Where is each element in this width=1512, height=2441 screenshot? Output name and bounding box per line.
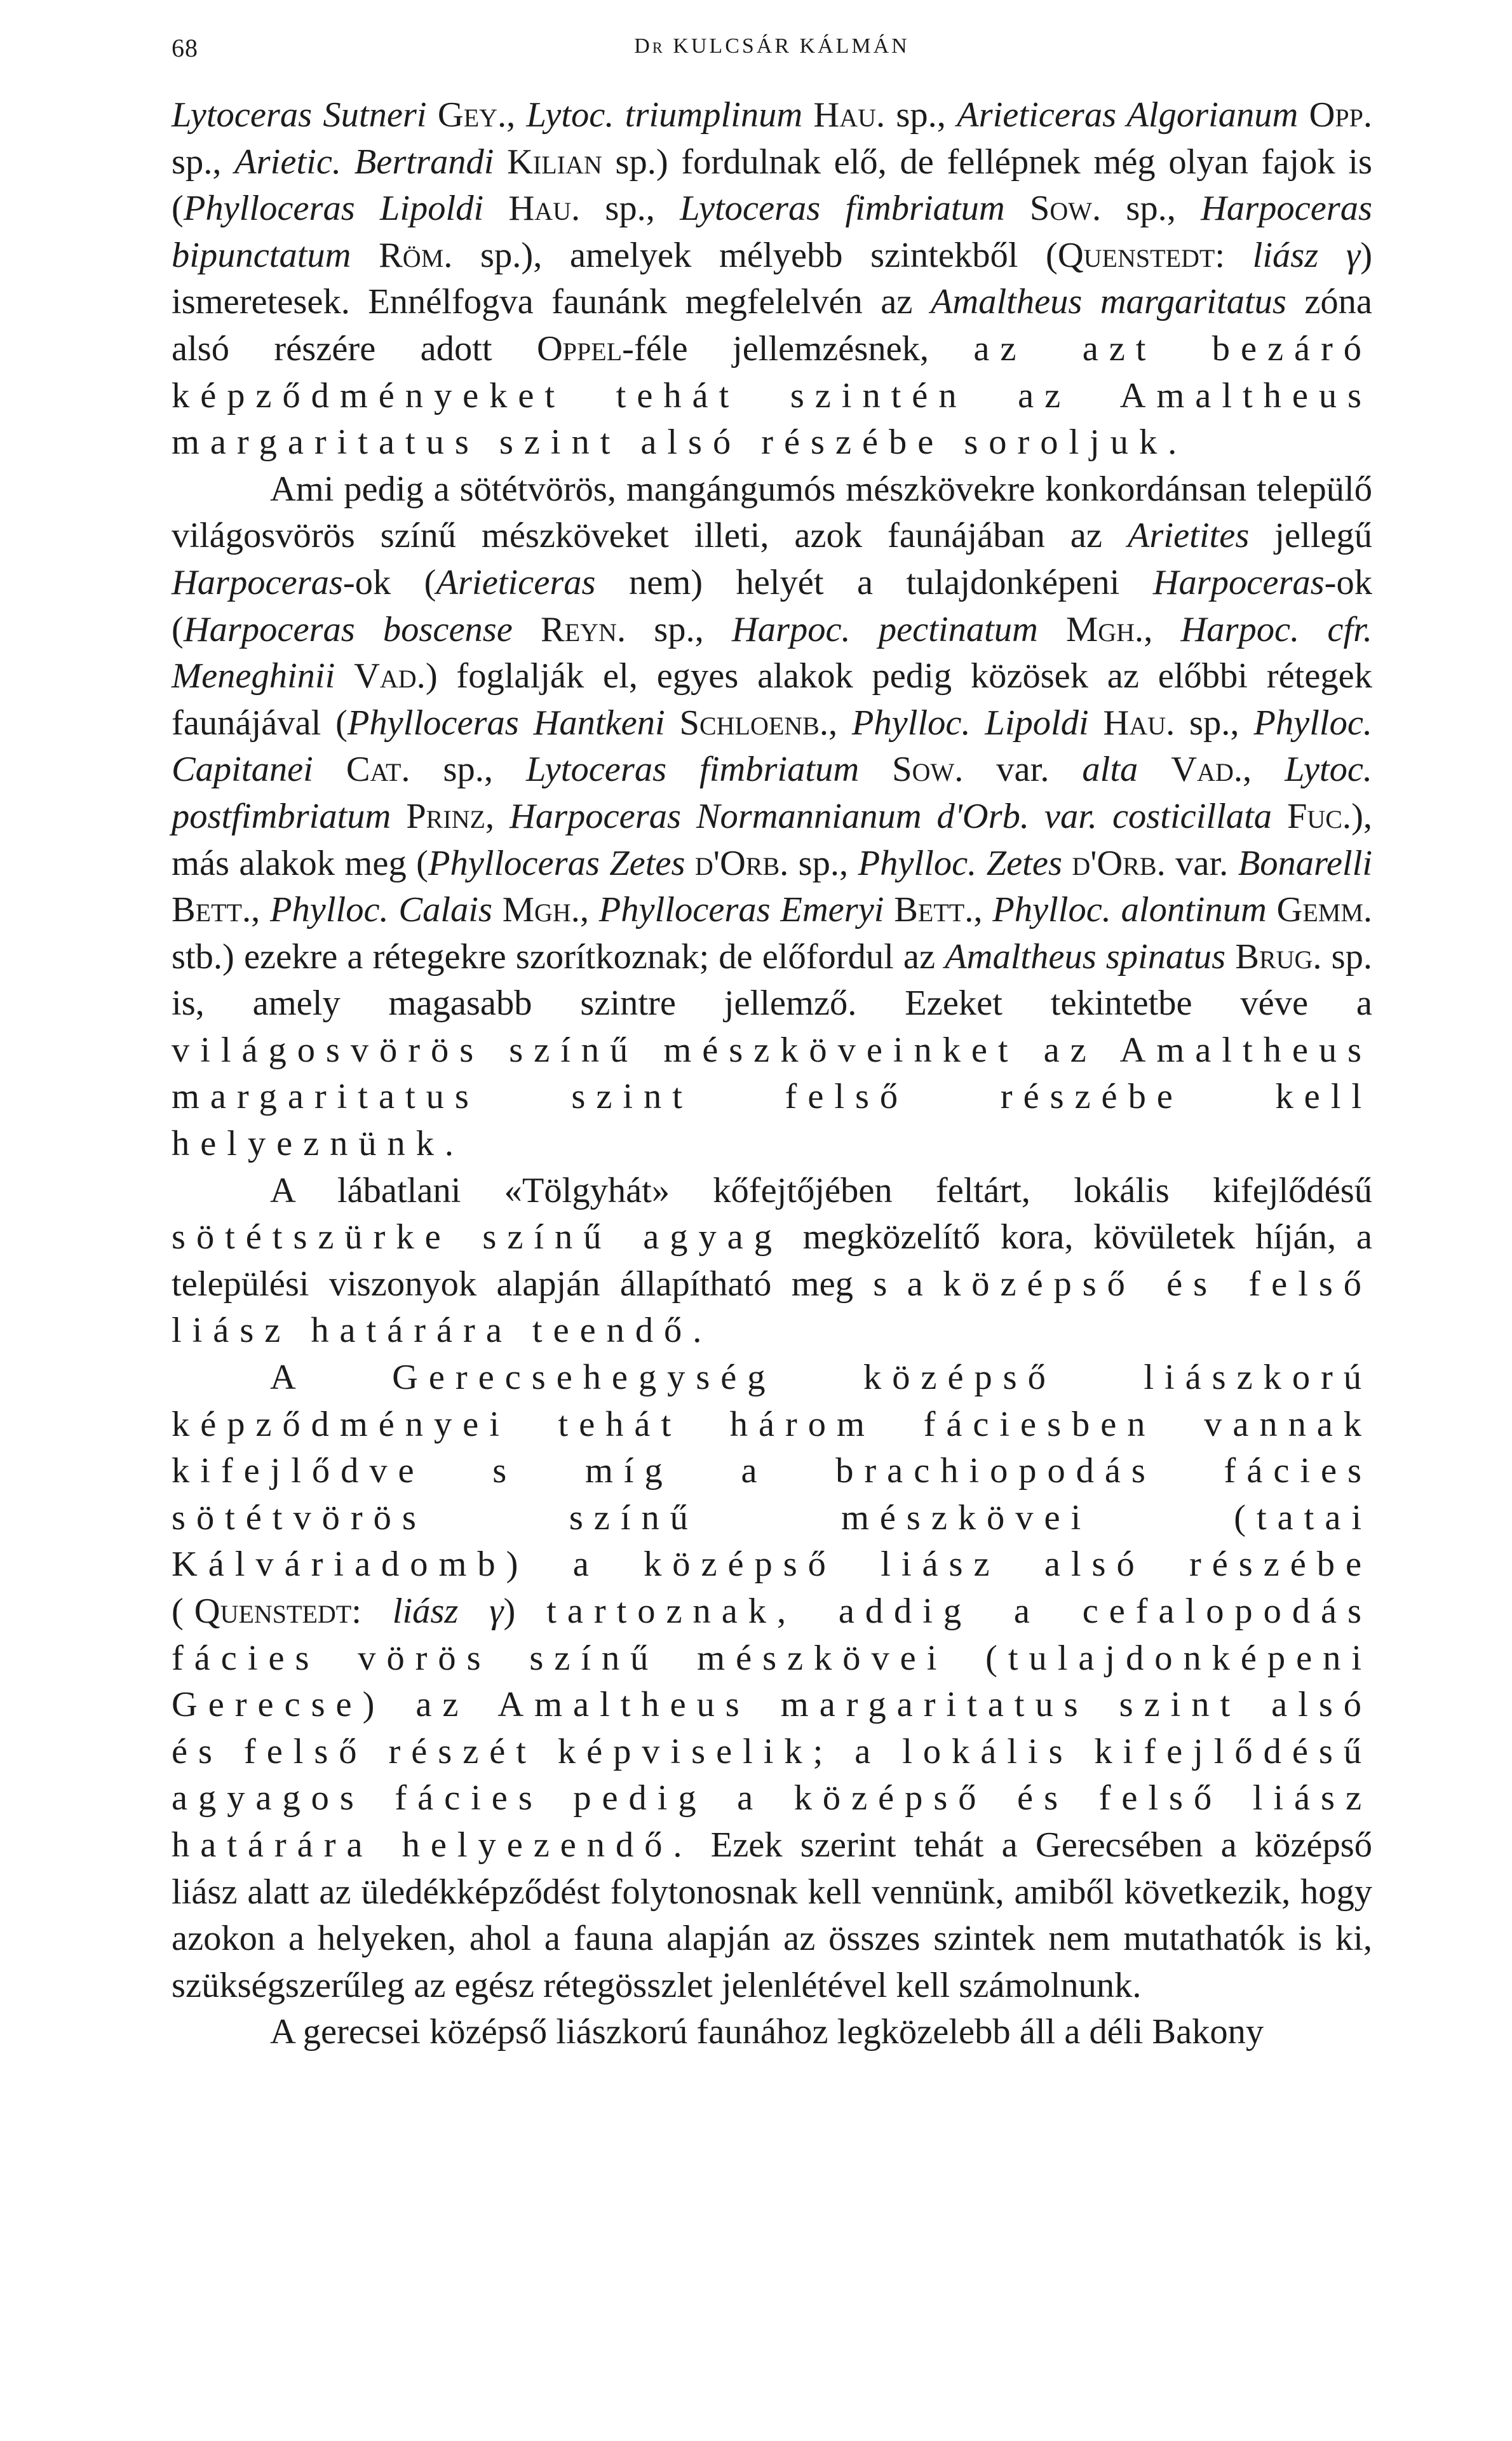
italic-text: Harpoceras Normannianum d'Orb. var. costicillata bbox=[510, 796, 1272, 836]
small-caps-text: Mgh. bbox=[1066, 609, 1144, 649]
text-run: Ami pedig a sötétvörös, mangángumós mészkövekre konkordánsan települő világosvörös színű mészköveket illeti, azok faunájában az bbox=[172, 469, 1372, 556]
text-run bbox=[1038, 610, 1066, 649]
small-caps-text: Hau. bbox=[508, 189, 581, 229]
small-caps-text: Reyn. bbox=[541, 609, 626, 649]
italic-text: Phylloc. Calais bbox=[269, 890, 492, 930]
italic-text: Lytoc. triumplinum bbox=[526, 95, 803, 135]
text-run: sp. is, amely magasabb szintre jellemző. Ezeket tekintetbe véve a bbox=[172, 937, 1372, 1024]
small-caps-text: Hau. bbox=[1103, 703, 1175, 743]
spaced-text: világosvörös színű mészköveinket az Amaltheus margaritatus szint felső részébe kell helyeznünk. bbox=[172, 1030, 1372, 1164]
text-run: ) bbox=[503, 1592, 547, 1631]
italic-text: Harpoceras bbox=[172, 562, 343, 602]
text-run: megközelítő kora, kövületek híján, a települési viszonyok alapján állapítható meg s a bbox=[172, 1217, 1373, 1304]
italic-text: Phylloc. Zetes bbox=[858, 843, 1062, 883]
text-run bbox=[492, 890, 503, 930]
text-run bbox=[685, 844, 694, 883]
italic-text: Bonarelli bbox=[1238, 843, 1373, 883]
text-run: sp.) fordulnak elő, de fellépnek még olyan fajok is ( bbox=[172, 142, 1372, 229]
text-run: ) ismeretesek. Ennélfogva faunánk megfelelvén az bbox=[172, 235, 1373, 322]
small-caps-text: Vad. bbox=[1171, 750, 1243, 790]
text-run bbox=[884, 890, 894, 930]
small-caps-text: Gey. bbox=[437, 95, 507, 135]
text-run bbox=[1089, 703, 1104, 743]
text-run: , bbox=[1242, 750, 1285, 790]
spaced-text: tartoznak, addig a cefalopodás fácies vörös színű mészkövei (tulajdonképeni Gerecse) az Amaltheus margaritatus szint alsó és felső részét képviselik; a lokális kifejlődésű agyagos fácies pedig a középső és felső liász határára helyezendő. bbox=[172, 1592, 1372, 1865]
text-run bbox=[351, 236, 379, 275]
small-caps-text: Prinz bbox=[406, 796, 485, 836]
italic-text: Harpoceras bipunctatum bbox=[172, 189, 1372, 275]
text-run: , bbox=[1144, 609, 1181, 649]
text-run: sp.), amelyek mélyebb szintekből ( bbox=[452, 235, 1058, 275]
italic-text: Phylloc. Capitanei bbox=[172, 703, 1373, 790]
text-run: , bbox=[485, 796, 510, 836]
small-caps-text: d'Orb. bbox=[694, 843, 789, 883]
text-run bbox=[427, 95, 438, 135]
text-run bbox=[665, 703, 680, 743]
text-run: var. bbox=[963, 750, 1083, 790]
italic-text: Harpoc. pectinatum bbox=[731, 609, 1038, 649]
text-run bbox=[1225, 937, 1235, 977]
page-number: 68 bbox=[172, 34, 198, 62]
text-run: ) foglalják el, egyes alakok pedig közösek az előbbi rétegek faunájával ( bbox=[172, 656, 1373, 743]
spaced-text: az azt bezáró képződményeket tehát szintén az Amaltheus margaritatus szint alsó részébe soroljuk. bbox=[172, 328, 1373, 463]
small-caps-text: Oppel bbox=[536, 328, 623, 369]
small-caps-text: Quenstedt bbox=[1057, 235, 1215, 275]
italic-text: Phylloc. Lipoldi bbox=[851, 703, 1089, 743]
text-run bbox=[802, 95, 813, 135]
body-text bbox=[172, 92, 1372, 2056]
italic-text: Lytoceras fimbriatum bbox=[525, 750, 860, 790]
italic-text: Harpoceras boscense bbox=[183, 609, 513, 649]
text-run bbox=[1298, 95, 1309, 135]
small-caps-text: Sow. bbox=[1029, 189, 1102, 229]
text-run: sp., bbox=[1175, 703, 1254, 743]
text-run: A lábatlani «Tölgyhát» kőfejtőjében feltárt, lokális kifejlődésű bbox=[270, 1170, 1372, 1210]
italic-text: Lytoceras fimbriatum bbox=[680, 189, 1005, 229]
italic-text: Harpoc. cfr. Meneghinii bbox=[172, 609, 1373, 696]
text-run bbox=[1138, 750, 1171, 789]
page-header bbox=[172, 33, 1372, 71]
italic-text: liász γ bbox=[1252, 235, 1361, 275]
text-run: , bbox=[506, 95, 527, 135]
small-caps-text: Schloenb. bbox=[679, 703, 828, 743]
small-caps-text: Bett. bbox=[894, 890, 974, 930]
small-caps-text: Opp. bbox=[1309, 95, 1373, 135]
text-run: ), más alakok meg ( bbox=[172, 796, 1373, 883]
text-run: nem) helyét a tulajdonképeni bbox=[595, 562, 1153, 602]
text-run: -féle jellemzésnek, bbox=[622, 328, 974, 369]
small-caps-text: Vad. bbox=[354, 656, 426, 696]
text-run: , bbox=[828, 703, 852, 743]
text-run: sp., bbox=[410, 750, 526, 790]
text-run: stb.) ezekre a rétegekre szorítkoznak; de előfordul az bbox=[172, 937, 945, 977]
text-run bbox=[1062, 844, 1072, 883]
paragraph bbox=[172, 92, 1372, 466]
text-run: zóna alsó részére adott bbox=[172, 282, 1373, 369]
text-run bbox=[335, 656, 354, 696]
small-caps-text: Hau. bbox=[813, 95, 886, 135]
text-run: sp., bbox=[788, 843, 858, 883]
text-run bbox=[1005, 189, 1030, 228]
italic-text: Harpoceras bbox=[1152, 562, 1325, 602]
running-head: Dr KULCSÁR KÁLMÁN bbox=[634, 34, 910, 58]
spaced-text: A Gerecsehegység középső liászkorú képződményei tehát három fáciesben vannak kifejlődve s míg a brachiopodás fácies sötétvörös színű mészkövei (tatai Kálváriadomb) a középső liász alsó részébe ( bbox=[172, 1358, 1372, 1631]
italic-text: Phylloceras Emeryi bbox=[598, 890, 884, 930]
text-run: A gerecsei középső liászkorú faunához legközelebb áll a déli Bakony bbox=[270, 2012, 1264, 2052]
text-run: : bbox=[351, 1592, 393, 1631]
text-run: , bbox=[579, 890, 599, 930]
italic-text: Arieticeras bbox=[436, 562, 596, 602]
paragraph bbox=[172, 1168, 1372, 1355]
text-run: sp., bbox=[885, 95, 957, 135]
text-run: var. bbox=[1165, 843, 1238, 883]
paragraph bbox=[172, 2009, 1372, 2056]
small-caps-text: Quenstedt bbox=[194, 1592, 352, 1631]
italic-text: Amaltheus margaritatus bbox=[930, 282, 1286, 322]
italic-text: alta bbox=[1082, 750, 1138, 790]
text-run: sp., bbox=[172, 142, 235, 182]
small-caps-text: Mgh. bbox=[502, 890, 580, 930]
small-caps-text: Fuc. bbox=[1286, 796, 1352, 836]
italic-text: Phylloceras Lipoldi bbox=[183, 189, 484, 229]
text-run bbox=[313, 750, 346, 789]
text-run: , bbox=[973, 890, 993, 930]
small-caps-text: Gemm. bbox=[1276, 890, 1373, 930]
spaced-text: középső és felső liász határára teendő. bbox=[172, 1264, 1372, 1351]
italic-text: Amaltheus spinatus bbox=[945, 937, 1226, 977]
small-caps-text: d'Orb. bbox=[1072, 843, 1166, 883]
text-run: sp., bbox=[626, 609, 732, 649]
small-caps-text: Bett. bbox=[172, 890, 252, 930]
text-run bbox=[1267, 890, 1277, 930]
text-run bbox=[1272, 797, 1287, 836]
text-run: jellegű bbox=[1249, 516, 1372, 556]
text-run bbox=[859, 750, 892, 789]
text-run: sp., bbox=[1101, 189, 1201, 229]
small-caps-text: Röm. bbox=[379, 235, 453, 275]
italic-text: Arietites bbox=[1127, 516, 1250, 556]
italic-text: liász γ bbox=[392, 1592, 504, 1631]
small-caps-text: Sow. bbox=[892, 750, 964, 790]
paragraph bbox=[172, 466, 1372, 1168]
italic-text: Phylloc. alontinum bbox=[992, 890, 1267, 930]
text-run bbox=[494, 142, 507, 182]
text-run bbox=[483, 189, 508, 228]
text-run bbox=[391, 797, 406, 836]
text-run: , bbox=[251, 890, 270, 930]
small-caps-text: Cat. bbox=[346, 750, 410, 790]
text-run: -ok ( bbox=[172, 562, 1372, 649]
text-run: -ok ( bbox=[342, 562, 436, 602]
small-caps-text: Brug. bbox=[1235, 937, 1322, 977]
italic-text: Phylloceras Zetes bbox=[428, 843, 685, 883]
text-run bbox=[513, 610, 541, 649]
italic-text: Phylloceras Hantkeni bbox=[347, 703, 665, 743]
italic-text: Lytoc. postfimbriatum bbox=[172, 750, 1373, 836]
italic-text: Arieticeras Algorianum bbox=[957, 95, 1299, 135]
text-run: : bbox=[1215, 235, 1253, 275]
text-run: Ezek szerint tehát a Gerecsében a középső liász alatt az üledékképződést folytonosnak kell vennünk, amiből következik, hogy azokon a helyeken, ahol a fauna alapján az összes szintek nem mutathatók is ki, szükségszerűleg az egész rétegösszlet jelenlétével kell számolnunk. bbox=[172, 1825, 1373, 2005]
text-run: sp., bbox=[580, 189, 680, 229]
paragraph bbox=[172, 1355, 1372, 2009]
italic-text: Lytoceras Sutneri bbox=[172, 95, 427, 135]
small-caps-text: Kilian bbox=[507, 142, 602, 182]
spaced-text: sötétszürke színű agyag bbox=[172, 1217, 783, 1257]
italic-text: Arietic. Bertrandi bbox=[234, 142, 494, 182]
